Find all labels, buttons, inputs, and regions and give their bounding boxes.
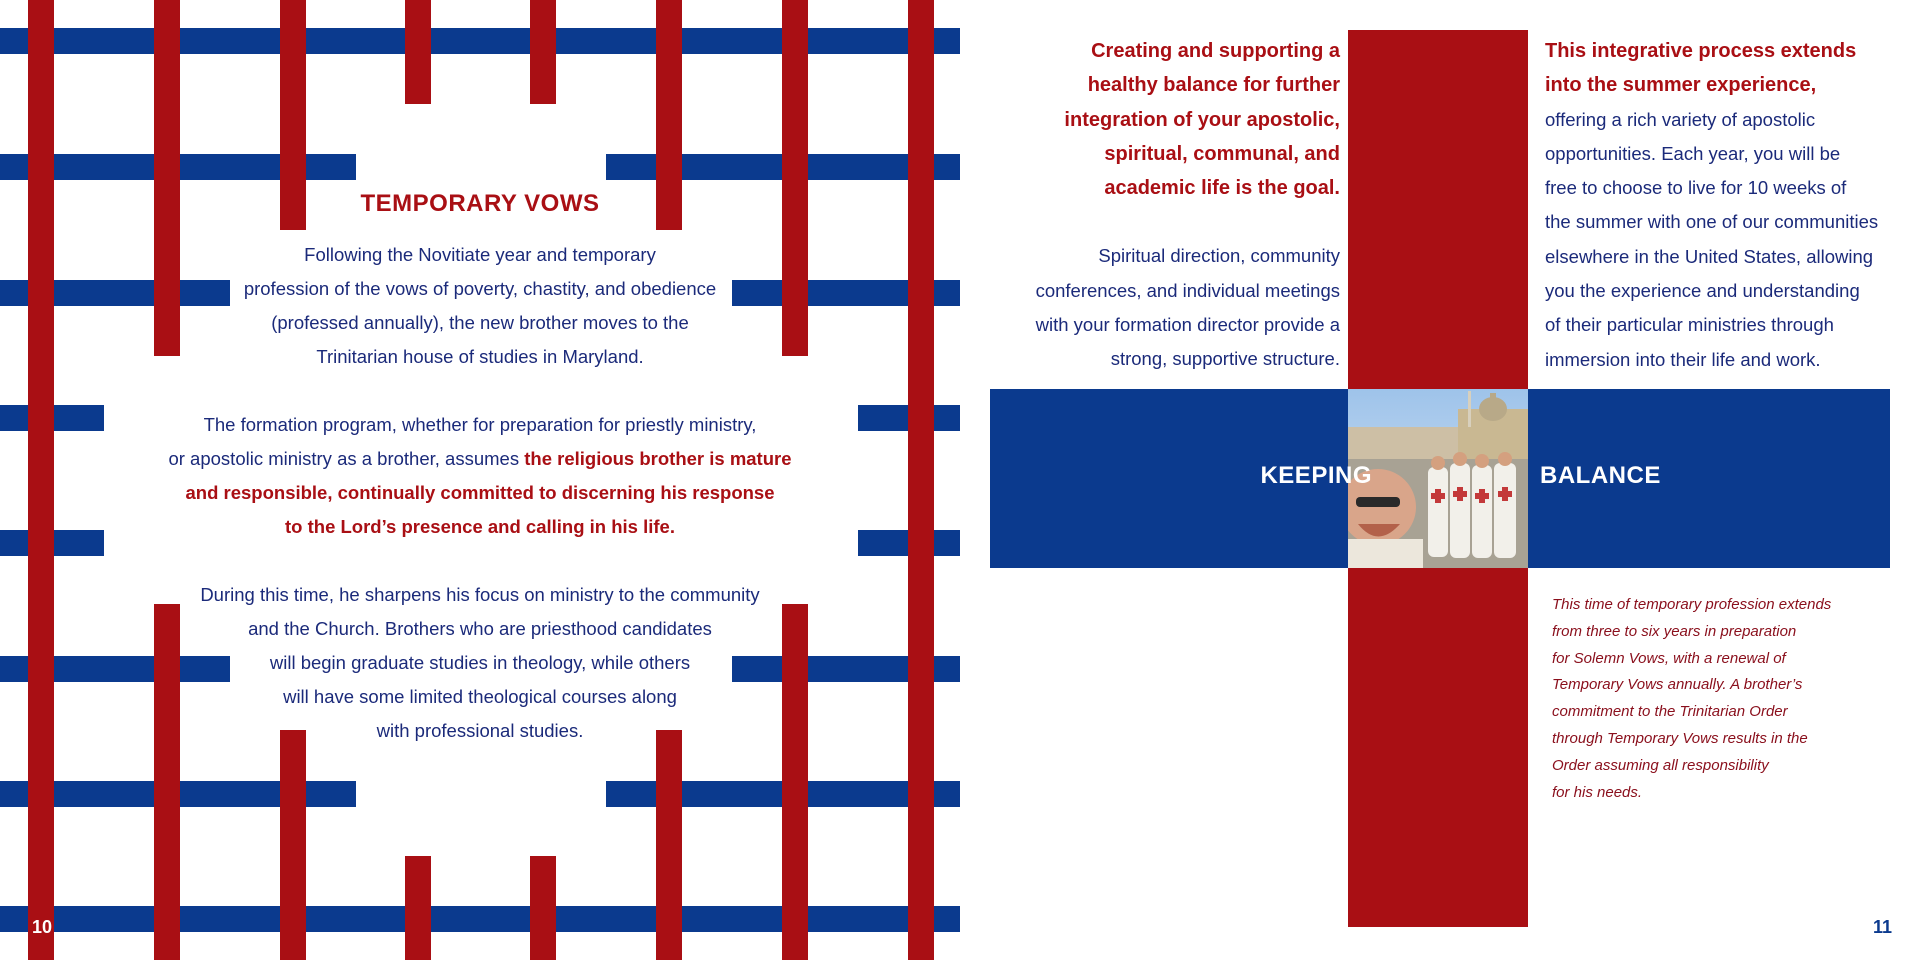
caption-line: from three to six years in preparation <box>1552 622 1797 640</box>
text-line: the summer with one of our communities <box>1545 211 1879 233</box>
caption-text <box>1552 592 1892 806</box>
text-line: with professional studies. <box>376 720 584 741</box>
text-line: The formation program, whether for preparation for priestly ministry, <box>203 414 757 435</box>
red-stripe <box>530 0 556 104</box>
right-page <box>960 0 1920 960</box>
left-column <box>980 34 1340 377</box>
caption-line: commitment to the Trinitarian Order <box>1552 703 1788 721</box>
text-line: immersion into their life and work. <box>1545 348 1821 370</box>
text-line: Trinitarian house of studies in Maryland. <box>316 346 644 367</box>
text-line: with your formation director provide a <box>1035 314 1340 336</box>
emphasis-line: spiritual, communal, and <box>1104 142 1340 165</box>
text-line <box>0 442 960 476</box>
emphasis-line: to the Lord’s presence and calling in his life. <box>285 516 675 537</box>
text-line: offering a rich variety of apostolic <box>1545 108 1816 130</box>
emphasis-line: academic life is the goal. <box>1104 177 1340 200</box>
paragraph-novitiate <box>0 238 960 374</box>
emphasis-line: and responsible, continually committed to discerning his response <box>185 482 775 503</box>
text-line: of their particular ministries through <box>1545 314 1834 336</box>
right-column <box>1545 34 1895 377</box>
caption-line: This time of temporary profession extends <box>1552 596 1832 613</box>
red-stripe <box>405 856 431 960</box>
text-line: and the Church. Brothers who are priesthood candidates <box>248 618 712 639</box>
paragraph-formation <box>0 408 960 544</box>
blue-stripe <box>0 28 960 54</box>
photo-image <box>1348 389 1528 568</box>
text-line: During this time, he sharpens his focus on ministry to the community <box>200 584 760 605</box>
text-line: Following the Novitiate year and temporary <box>304 244 656 265</box>
caption-line: for his needs. <box>1552 783 1643 801</box>
left-body <box>0 238 960 782</box>
caption-line: Temporary Vows annually. A brother’s <box>1552 676 1803 694</box>
text-line: profession of the vows of poverty, chastity, and obedience <box>243 278 717 299</box>
text-line: elsewhere in the United States, allowing <box>1545 245 1874 267</box>
text-line: Spiritual direction, community <box>1098 245 1340 267</box>
emphasis-line: This integrative process extends <box>1545 40 1857 62</box>
page-number: 10 <box>32 917 53 937</box>
text-line: strong, supportive structure. <box>1110 348 1340 370</box>
text-line: will begin graduate studies in theology, while others <box>269 652 691 673</box>
band-title-left: KEEPING <box>1260 462 1372 489</box>
blue-stripe <box>0 906 960 932</box>
page-number: 11 <box>1872 917 1892 937</box>
paragraph-ministry <box>0 578 960 748</box>
emphasis-text: the religious brother is mature <box>524 448 792 469</box>
emphasis-line: Creating and supporting a <box>1091 40 1340 62</box>
spacer <box>980 205 1340 239</box>
emphasis-line: healthy balance for further <box>1087 74 1340 97</box>
caption-line: Order assuming all responsibility <box>1552 756 1769 774</box>
red-stripe <box>530 856 556 960</box>
text-line: will have some limited theological courses along <box>283 686 677 707</box>
emphasis-line: integration of your apostolic, <box>1064 108 1340 131</box>
group-photo <box>1348 389 1528 568</box>
text-line: conferences, and individual meetings <box>1035 279 1340 301</box>
emphasis-line: into the summer experience, <box>1545 74 1817 97</box>
text-line: (professed annually), the new brother moves to the <box>271 312 689 333</box>
text-line: opportunities. Each year, you will be <box>1545 142 1841 164</box>
text-line: free to choose to live for 10 weeks of <box>1545 177 1847 199</box>
text-line: you the experience and understanding <box>1545 280 1860 302</box>
caption-line: for Solemn Vows, with a renewal of <box>1552 649 1786 667</box>
caption-line: through Temporary Vows results in the <box>1552 729 1808 747</box>
page-title: TEMPORARY VOWS <box>360 190 600 217</box>
red-stripe <box>405 0 431 104</box>
band-title-right: BALANCE <box>1540 462 1661 489</box>
text-fragment: or apostolic ministry as a brother, assumes <box>168 448 525 469</box>
